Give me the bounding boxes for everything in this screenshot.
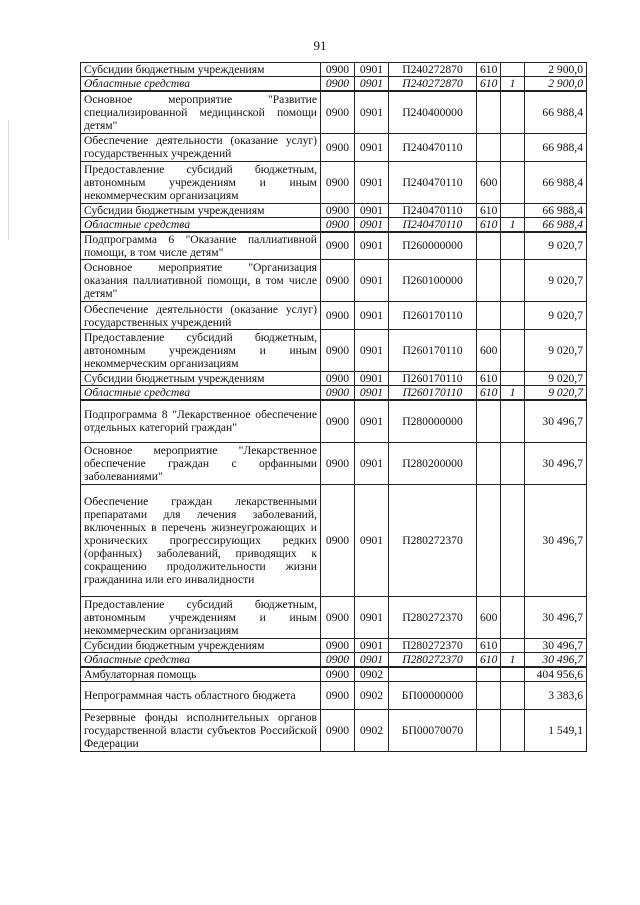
row-name: Областные средства — [81, 217, 321, 232]
row-amount: 404 956,6 — [525, 667, 587, 682]
row-section-code: 0900 — [321, 77, 355, 92]
row-subsection-code: 0901 — [355, 484, 389, 596]
row-name: Обеспечение деятельности (оказание услуг) государственных учреждений — [81, 133, 321, 161]
row-subsection-code: 0901 — [355, 442, 389, 484]
row-target-article: П260100000 — [389, 260, 477, 302]
row-subsection-code: 0901 — [355, 372, 389, 386]
row-amount: 30 496,7 — [525, 484, 587, 596]
row-expense-type — [477, 484, 501, 596]
row-amount: 9 020,7 — [525, 330, 587, 372]
row-expense-type — [477, 133, 501, 161]
row-section-code: 0900 — [321, 161, 355, 203]
row-subsection-code: 0901 — [355, 161, 389, 203]
row-section-code: 0900 — [321, 652, 355, 667]
table-row — [81, 596, 587, 638]
row-name: Предоставление субсидий бюджетным, автономным учреждениям и иным некоммерческим организациям — [81, 330, 321, 372]
row-target-article: П260170110 — [389, 372, 477, 386]
row-expense-type: 610 — [477, 77, 501, 92]
row-name: Субсидии бюджетным учреждениям — [81, 638, 321, 652]
row-expense-type: 600 — [477, 596, 501, 638]
row-section-code: 0900 — [321, 638, 355, 652]
row-target-article: П260170110 — [389, 302, 477, 330]
row-target-article: П240272870 — [389, 77, 477, 92]
row-subsection-code: 0901 — [355, 203, 389, 217]
row-section-code: 0900 — [321, 484, 355, 596]
row-name: Предоставление субсидий бюджетным, автономным учреждениям и иным некоммерческим организациям — [81, 161, 321, 203]
row-subsection-code: 0901 — [355, 302, 389, 330]
row-target-article: П240470110 — [389, 217, 477, 232]
table-row — [81, 484, 587, 596]
row-amount: 66 988,4 — [525, 203, 587, 217]
row-section-code: 0900 — [321, 596, 355, 638]
row-name: Основное мероприятие "Развитие специализированной медицинской помощи детям" — [81, 91, 321, 133]
row-expense-type — [477, 232, 501, 260]
table-row — [81, 709, 587, 751]
row-amount: 9 020,7 — [525, 232, 587, 260]
row-target-article: П280200000 — [389, 442, 477, 484]
row-subsection-code: 0901 — [355, 217, 389, 232]
row-section-code: 0900 — [321, 667, 355, 682]
table-row — [81, 330, 587, 372]
row-subsection-code: 0901 — [355, 91, 389, 133]
row-section-code: 0900 — [321, 400, 355, 442]
left-margin-mark — [8, 120, 9, 240]
row-subsection-code: 0901 — [355, 77, 389, 92]
row-subsection-code: 0901 — [355, 386, 389, 401]
row-amount: 9 020,7 — [525, 386, 587, 401]
table-row — [81, 302, 587, 330]
table-row — [81, 161, 587, 203]
budget-table — [80, 62, 587, 752]
row-name: Субсидии бюджетным учреждениям — [81, 372, 321, 386]
row-expense-type: 610 — [477, 386, 501, 401]
table-row-source — [81, 386, 587, 401]
table-row — [81, 203, 587, 217]
row-section-code: 0900 — [321, 372, 355, 386]
table-row — [81, 681, 587, 709]
row-section-code: 0900 — [321, 91, 355, 133]
row-section-code: 0900 — [321, 133, 355, 161]
row-amount: 9 020,7 — [525, 372, 587, 386]
row-name: Областные средства — [81, 77, 321, 92]
row-source-code — [501, 667, 525, 682]
row-source-code — [501, 372, 525, 386]
row-amount: 30 496,7 — [525, 596, 587, 638]
row-expense-type — [477, 709, 501, 751]
row-amount: 3 383,6 — [525, 681, 587, 709]
row-expense-type — [477, 260, 501, 302]
row-amount: 9 020,7 — [525, 260, 587, 302]
row-target-article: П260170110 — [389, 386, 477, 401]
row-name: Областные средства — [81, 386, 321, 401]
row-expense-type — [477, 442, 501, 484]
row-source-code — [501, 484, 525, 596]
table-row — [81, 442, 587, 484]
row-source-code — [501, 161, 525, 203]
table-row — [81, 63, 587, 77]
row-amount: 30 496,7 — [525, 638, 587, 652]
row-name: Субсидии бюджетным учреждениям — [81, 203, 321, 217]
row-source-code: 1 — [501, 77, 525, 92]
row-expense-type: 610 — [477, 63, 501, 77]
table-row — [81, 667, 587, 682]
row-source-code — [501, 91, 525, 133]
row-section-code: 0900 — [321, 63, 355, 77]
row-target-article: БП00000000 — [389, 681, 477, 709]
row-expense-type: 610 — [477, 203, 501, 217]
row-expense-type: 600 — [477, 161, 501, 203]
row-name: Предоставление субсидий бюджетным, автономным учреждениям и иным некоммерческим организациям — [81, 596, 321, 638]
row-name: Подпрограмма 8 "Лекарственное обеспечение отдельных категорий граждан" — [81, 400, 321, 442]
row-name: Субсидии бюджетным учреждениям — [81, 63, 321, 77]
row-subsection-code: 0901 — [355, 400, 389, 442]
row-source-code — [501, 638, 525, 652]
row-target-article: П260000000 — [389, 232, 477, 260]
row-expense-type — [477, 400, 501, 442]
row-target-article: П240470110 — [389, 161, 477, 203]
row-source-code — [501, 709, 525, 751]
row-target-article: П280000000 — [389, 400, 477, 442]
row-name: Подпрограмма 6 "Оказание паллиативной помощи, в том числе детям" — [81, 232, 321, 260]
row-source-code — [501, 260, 525, 302]
table-row-source — [81, 652, 587, 667]
row-subsection-code: 0902 — [355, 667, 389, 682]
row-target-article: П280272370 — [389, 638, 477, 652]
row-amount: 66 988,4 — [525, 133, 587, 161]
row-target-article: П240272870 — [389, 63, 477, 77]
row-amount: 9 020,7 — [525, 302, 587, 330]
row-name: Областные средства — [81, 652, 321, 667]
row-amount: 30 496,7 — [525, 400, 587, 442]
table-row-source — [81, 217, 587, 232]
row-expense-type — [477, 667, 501, 682]
row-section-code: 0900 — [321, 442, 355, 484]
row-name: Амбулаторная помощь — [81, 667, 321, 682]
row-source-code — [501, 681, 525, 709]
row-section-code: 0900 — [321, 302, 355, 330]
row-subsection-code: 0901 — [355, 133, 389, 161]
row-expense-type: 610 — [477, 217, 501, 232]
table-row — [81, 133, 587, 161]
row-section-code: 0900 — [321, 217, 355, 232]
row-section-code: 0900 — [321, 386, 355, 401]
row-source-code — [501, 400, 525, 442]
row-source-code: 1 — [501, 386, 525, 401]
row-expense-type: 610 — [477, 372, 501, 386]
row-amount: 1 549,1 — [525, 709, 587, 751]
row-subsection-code: 0901 — [355, 638, 389, 652]
row-section-code: 0900 — [321, 330, 355, 372]
table-row — [81, 232, 587, 260]
row-source-code — [501, 133, 525, 161]
row-source-code — [501, 442, 525, 484]
row-source-code — [501, 330, 525, 372]
row-target-article: П280272370 — [389, 484, 477, 596]
table-row — [81, 400, 587, 442]
row-name: Непрограммная часть областного бюджета — [81, 681, 321, 709]
row-name: Резервные фонды исполнительных органов государственной власти субъектов Российской Федерации — [81, 709, 321, 751]
row-amount: 66 988,4 — [525, 161, 587, 203]
row-target-article: П240470110 — [389, 203, 477, 217]
row-target-article: БП00070070 — [389, 709, 477, 751]
page-number: 91 — [313, 38, 327, 53]
row-name: Основное мероприятие "Лекарственное обеспечение граждан с орфанными заболеваниями" — [81, 442, 321, 484]
table-row — [81, 372, 587, 386]
row-amount: 30 496,7 — [525, 442, 587, 484]
row-section-code: 0900 — [321, 709, 355, 751]
row-target-article: П240470110 — [389, 133, 477, 161]
table-row — [81, 638, 587, 652]
row-expense-type — [477, 681, 501, 709]
row-section-code: 0900 — [321, 681, 355, 709]
row-name: Обеспечение граждан лекарственными препаратами для лечения заболеваний, включенных в перечень жизнеугрожающих и хронических прогрессирующих редких (орфанных) заболеваний, приводящих к сокращению продолжительности жизни гражданина или его инвалидности — [81, 484, 321, 596]
row-subsection-code: 0901 — [355, 652, 389, 667]
row-subsection-code: 0902 — [355, 709, 389, 751]
row-name: Обеспечение деятельности (оказание услуг) государственных учреждений — [81, 302, 321, 330]
table-row-source — [81, 77, 587, 92]
row-subsection-code: 0901 — [355, 232, 389, 260]
row-section-code: 0900 — [321, 232, 355, 260]
row-amount: 2 900,0 — [525, 63, 587, 77]
row-subsection-code: 0901 — [355, 330, 389, 372]
row-target-article: П240400000 — [389, 91, 477, 133]
row-source-code — [501, 596, 525, 638]
row-expense-type: 610 — [477, 652, 501, 667]
row-amount: 66 988,4 — [525, 217, 587, 232]
row-subsection-code: 0901 — [355, 596, 389, 638]
row-amount: 2 900,0 — [525, 77, 587, 92]
row-target-article: П260170110 — [389, 330, 477, 372]
row-section-code: 0900 — [321, 260, 355, 302]
row-section-code: 0900 — [321, 203, 355, 217]
table-row — [81, 260, 587, 302]
row-source-code — [501, 232, 525, 260]
row-target-article: П280272370 — [389, 652, 477, 667]
row-source-code: 1 — [501, 217, 525, 232]
row-amount: 66 988,4 — [525, 91, 587, 133]
row-name: Основное мероприятие "Организация оказания паллиативной помощи, в том числе детям" — [81, 260, 321, 302]
row-source-code — [501, 63, 525, 77]
row-expense-type — [477, 302, 501, 330]
row-source-code: 1 — [501, 652, 525, 667]
row-expense-type: 600 — [477, 330, 501, 372]
table-row — [81, 91, 587, 133]
row-target-article: П280272370 — [389, 596, 477, 638]
row-subsection-code: 0902 — [355, 681, 389, 709]
row-subsection-code: 0901 — [355, 260, 389, 302]
row-subsection-code: 0901 — [355, 63, 389, 77]
row-amount: 30 496,7 — [525, 652, 587, 667]
row-target-article — [389, 667, 477, 682]
row-expense-type: 610 — [477, 638, 501, 652]
row-source-code — [501, 302, 525, 330]
row-expense-type — [477, 91, 501, 133]
row-source-code — [501, 203, 525, 217]
